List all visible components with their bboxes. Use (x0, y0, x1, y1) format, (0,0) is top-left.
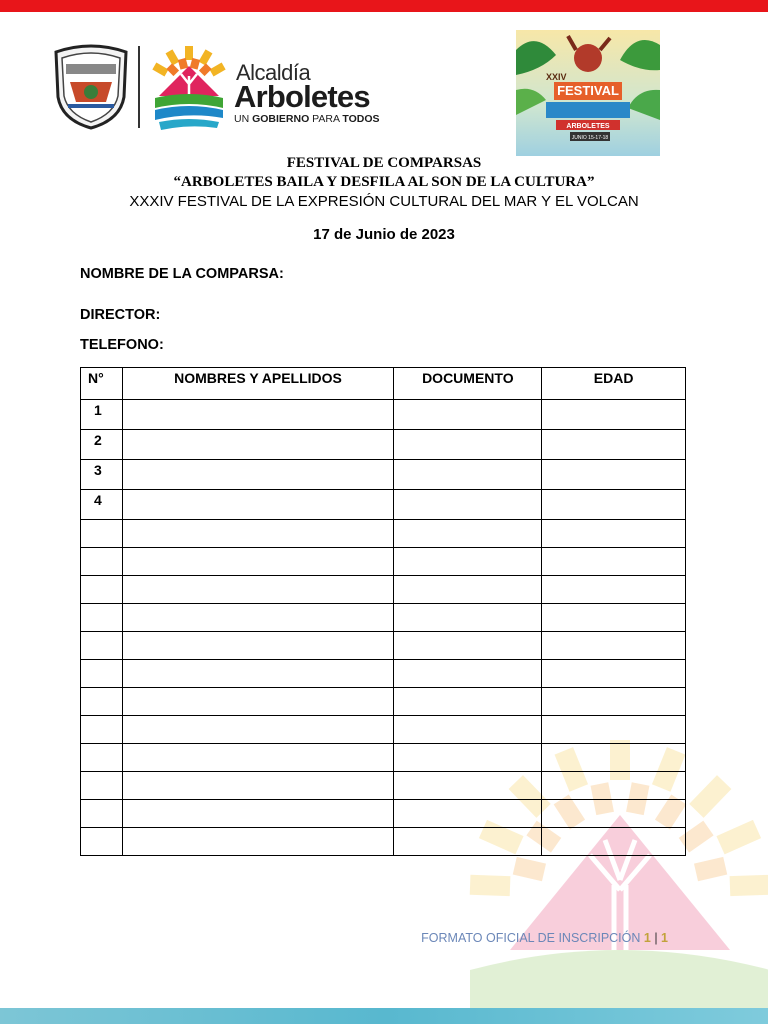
document-cell[interactable] (394, 688, 542, 716)
number-cell (81, 660, 123, 688)
table-row (81, 660, 686, 688)
document-cell[interactable] (394, 660, 542, 688)
names-cell[interactable] (122, 744, 394, 772)
number-cell (81, 548, 123, 576)
names-cell[interactable] (122, 800, 394, 828)
number-cell: 2 (81, 430, 123, 460)
alcaldia-emblem-logo (152, 44, 226, 130)
number-cell: 3 (81, 460, 123, 490)
document-cell[interactable] (394, 604, 542, 632)
names-cell[interactable] (122, 548, 394, 576)
document-cell[interactable] (394, 800, 542, 828)
age-cell[interactable] (542, 400, 686, 430)
footer-page: 1 (643, 931, 651, 945)
number-cell (81, 716, 123, 744)
logo-tagline: UN GOBIERNO PARA TODOS (234, 113, 380, 125)
footer-total: 1 (661, 931, 668, 945)
logo-alcaldia-text: Alcaldía (236, 60, 311, 85)
document-cell[interactable] (394, 772, 542, 800)
document-cell[interactable] (394, 632, 542, 660)
document-cell[interactable] (394, 576, 542, 604)
document-cell[interactable] (394, 744, 542, 772)
table-header-row (81, 368, 686, 400)
poster-arboletes: ARBOLETES (566, 123, 610, 130)
telefono-label: TELEFONO: (80, 337, 164, 353)
title-line-3: XXXIV FESTIVAL DE LA EXPRESIÓN CULTURAL DEL MAR Y EL VOLCAN (129, 193, 639, 210)
table-row (81, 576, 686, 604)
age-cell[interactable] (542, 548, 686, 576)
names-cell[interactable] (122, 490, 394, 520)
top-red-bar (0, 0, 768, 12)
number-cell (81, 772, 123, 800)
age-cell[interactable] (542, 772, 686, 800)
age-cell[interactable] (542, 800, 686, 828)
header-names: NOMBRES Y APELLIDOS (122, 368, 394, 400)
table-row (81, 490, 686, 520)
registration-table (80, 367, 686, 856)
comparsa-name-label: NOMBRE DE LA COMPARSA: (80, 266, 284, 282)
header-age: EDAD (542, 368, 686, 400)
number-cell (81, 744, 123, 772)
poster-dates: JUNIO 15-17-18 (571, 135, 609, 141)
table-row (81, 828, 686, 856)
document-cell[interactable] (394, 460, 542, 490)
table-row (81, 548, 686, 576)
number-cell (81, 800, 123, 828)
age-cell[interactable] (542, 430, 686, 460)
names-cell[interactable] (122, 632, 394, 660)
table-row (81, 800, 686, 828)
age-cell[interactable] (542, 828, 686, 856)
table-row (81, 604, 686, 632)
document-cell[interactable] (394, 828, 542, 856)
header-number: N° (81, 368, 123, 400)
table-row (81, 744, 686, 772)
logo-arboletes-text: Arboletes (234, 79, 370, 114)
age-cell[interactable] (542, 604, 686, 632)
names-cell[interactable] (122, 520, 394, 548)
document-cell[interactable] (394, 716, 542, 744)
number-cell (81, 688, 123, 716)
header-document: DOCUMENTO (394, 368, 542, 400)
title-line-1: FESTIVAL DE COMPARSAS (286, 155, 482, 171)
festival-poster-image (516, 30, 660, 156)
document-cell[interactable] (394, 520, 542, 548)
poster-festival: FESTIVAL (557, 83, 619, 98)
names-cell[interactable] (122, 400, 394, 430)
names-cell[interactable] (122, 460, 394, 490)
number-cell (81, 520, 123, 548)
age-cell[interactable] (542, 660, 686, 688)
names-cell[interactable] (122, 604, 394, 632)
age-cell[interactable] (542, 744, 686, 772)
table-row (81, 772, 686, 800)
names-cell[interactable] (122, 716, 394, 744)
municipal-crest-logo (50, 42, 132, 130)
age-cell[interactable] (542, 520, 686, 548)
names-cell[interactable] (122, 660, 394, 688)
number-cell (81, 604, 123, 632)
names-cell[interactable] (122, 772, 394, 800)
names-cell[interactable] (122, 828, 394, 856)
table-row (81, 400, 686, 430)
table-row (81, 520, 686, 548)
event-date: 17 de Junio de 2023 (313, 226, 455, 243)
logo-divider (138, 46, 140, 128)
document-cell[interactable] (394, 430, 542, 460)
number-cell: 4 (81, 490, 123, 520)
bottom-blue-bar (0, 1008, 768, 1024)
names-cell[interactable] (122, 688, 394, 716)
table-row (81, 688, 686, 716)
age-cell[interactable] (542, 632, 686, 660)
number-cell (81, 632, 123, 660)
number-cell (81, 828, 123, 856)
table-row (81, 632, 686, 660)
names-cell[interactable] (122, 576, 394, 604)
poster-xxiv: XXIV (546, 72, 567, 82)
document-cell[interactable] (394, 548, 542, 576)
title-line-2: “ARBOLETES BAILA Y DESFILA AL SON DE LA CULTURA” (173, 174, 595, 190)
number-cell (81, 576, 123, 604)
age-cell[interactable] (542, 576, 686, 604)
page-footer (421, 931, 668, 945)
age-cell[interactable] (542, 688, 686, 716)
footer-separator: | (650, 931, 662, 945)
age-cell[interactable] (542, 460, 686, 490)
table-row (81, 716, 686, 744)
director-label: DIRECTOR: (80, 307, 161, 323)
names-cell[interactable] (122, 430, 394, 460)
age-cell[interactable] (542, 716, 686, 744)
footer-label: FORMATO OFICIAL DE INSCRIPCIÓN (421, 931, 644, 945)
age-cell[interactable] (542, 490, 686, 520)
table-row (81, 430, 686, 460)
number-cell: 1 (81, 400, 123, 430)
document-cell[interactable] (394, 400, 542, 430)
document-cell[interactable] (394, 490, 542, 520)
table-row (81, 460, 686, 490)
